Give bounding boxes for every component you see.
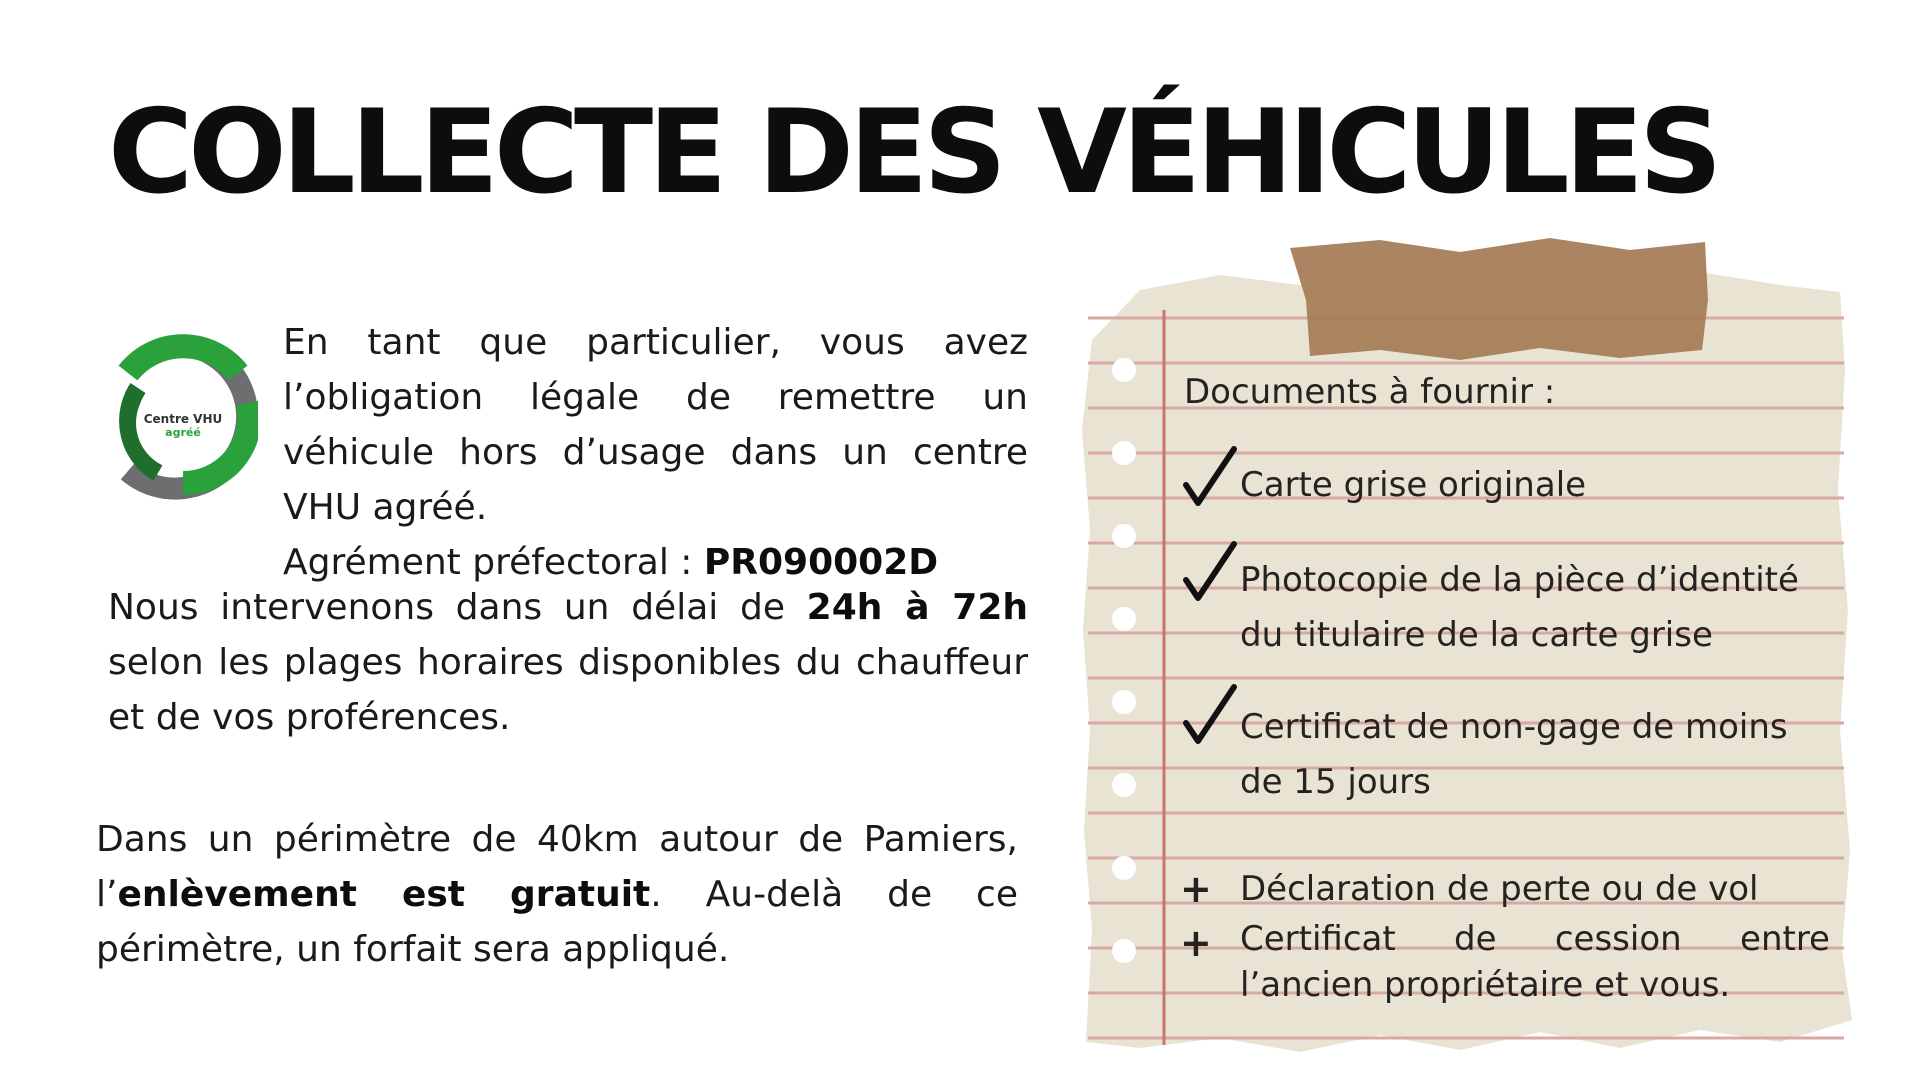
punch-hole bbox=[1112, 524, 1136, 548]
punch-hole bbox=[1112, 607, 1136, 631]
required-doc-item: Certificat de non-gage de moins de 15 jours bbox=[1240, 707, 1788, 802]
optional-doc-item: Déclaration de perte ou de vol bbox=[1240, 869, 1759, 909]
plus-icon: + bbox=[1180, 921, 1212, 965]
logo-line1: Centre VHU bbox=[143, 412, 223, 426]
zone-bold: enlèvement est gratuit bbox=[117, 874, 651, 915]
documents-notepad bbox=[1080, 230, 1860, 1060]
delay-after: selon les plages horaires disponibles du chauffeur et de vos proférences. bbox=[108, 642, 1028, 738]
check-icon bbox=[1180, 683, 1240, 749]
zone-paragraph bbox=[96, 812, 1018, 977]
zone-before: Dans un périmètre de 40km autour de Pamiers, l’ bbox=[96, 819, 1018, 915]
centre-vhu-logo bbox=[108, 333, 258, 513]
word: Certificat bbox=[1240, 919, 1396, 959]
agrement-number: PR090002D bbox=[703, 542, 939, 583]
intro-paragraph bbox=[283, 315, 1028, 590]
word: entre bbox=[1740, 919, 1830, 959]
logo-line2: agréé bbox=[165, 426, 201, 439]
intro-text: En tant que particulier, vous avez l’obligation légale de remettre un véhicule hors d’usage dans un centre VHU agréé. bbox=[283, 322, 1028, 528]
punch-hole bbox=[1112, 939, 1136, 963]
agrement-label: Agrément préfectoral : bbox=[283, 542, 704, 583]
page-title: COLLECTE DES VÉHICULES bbox=[108, 85, 1718, 220]
required-doc-item: Photocopie de la pièce d’identité du titulaire de la carte grise bbox=[1240, 560, 1799, 655]
delay-before: Nous intervenons dans un délai de bbox=[108, 587, 807, 628]
delay-paragraph bbox=[108, 580, 1028, 745]
documents-heading: Documents à fournir : bbox=[1184, 372, 1556, 412]
zone-after: . Au-delà de ce périmètre, un forfait sera appliqué. bbox=[96, 874, 1018, 970]
optional-doc-item: Certificat de cession entre l’ancien propriétaire et vous. bbox=[1240, 916, 1830, 1008]
punch-hole bbox=[1112, 358, 1136, 382]
check-icon bbox=[1180, 540, 1240, 606]
word: cession bbox=[1554, 919, 1682, 959]
required-doc-item: Carte grise originale bbox=[1240, 465, 1587, 505]
plus-icon: + bbox=[1180, 867, 1212, 911]
punch-hole bbox=[1112, 856, 1136, 880]
word: de bbox=[1454, 919, 1497, 959]
punch-hole bbox=[1112, 441, 1136, 465]
delay-bold: 24h à 72h bbox=[806, 587, 1028, 628]
check-icon bbox=[1180, 445, 1240, 511]
punch-hole bbox=[1112, 690, 1136, 714]
optional-doc-line1 bbox=[1240, 916, 1830, 962]
punch-hole bbox=[1112, 773, 1136, 797]
